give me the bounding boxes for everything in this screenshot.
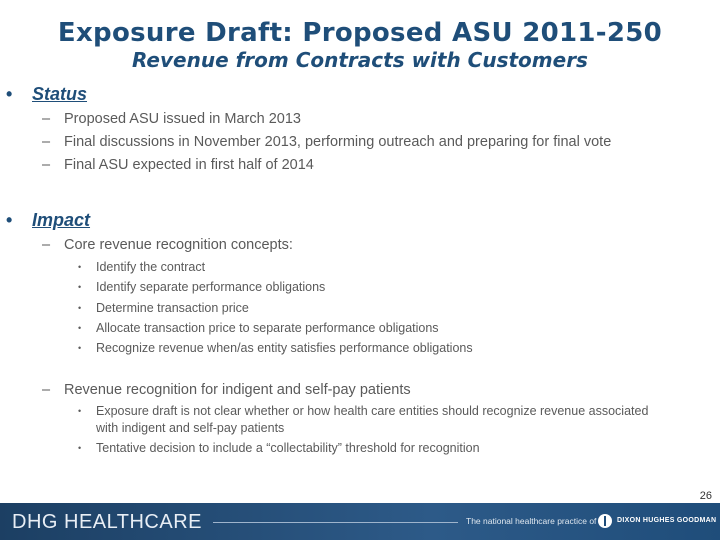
section-impact <box>6 210 90 231</box>
bullet-marker: • <box>78 443 82 453</box>
dhg-logo-icon <box>598 514 612 528</box>
list-item <box>42 237 293 253</box>
sub-list-item <box>78 403 668 437</box>
list-item-text: Final ASU expected in first half of 2014 <box>64 157 314 173</box>
list-item <box>42 111 301 127</box>
bullet-marker: • <box>78 406 82 416</box>
sub-list-item-text: Exposure draft is not clear whether or how health care entities should recognize revenue associated with indigent and self-pay patients <box>96 404 649 435</box>
sub-list-item <box>78 300 668 317</box>
footer-bar <box>0 503 720 540</box>
bullet-marker: • <box>78 323 82 333</box>
slide-subtitle: Revenue from Contracts with Customers <box>132 48 588 72</box>
bullet-marker: • <box>78 282 82 292</box>
dash-marker: – <box>42 134 51 150</box>
sub-list-item <box>78 259 668 276</box>
footer-firm-name: DIXON HUGHES GOODMAN <box>617 517 717 524</box>
footer-divider <box>213 522 458 523</box>
bullet-marker: • <box>6 210 13 230</box>
sub-list-item-text: Determine transaction price <box>96 301 249 315</box>
sub-list-item-text: Identify the contract <box>96 260 206 274</box>
dash-marker: – <box>42 382 51 398</box>
dash-marker: – <box>42 157 51 173</box>
bullet-marker: • <box>78 262 82 272</box>
bullet-marker: • <box>6 84 13 104</box>
sub-list-item <box>78 320 668 337</box>
section-status <box>6 84 87 105</box>
section-heading: Impact <box>32 210 91 230</box>
sub-list-item <box>78 279 668 296</box>
dash-marker: – <box>42 111 51 127</box>
dash-marker: – <box>42 237 51 253</box>
sub-list-item <box>78 340 668 357</box>
footer-brand: DHG HEALTHCARE <box>12 511 202 533</box>
list-item-text: Revenue recognition for indigent and self-pay patients <box>64 382 411 398</box>
sub-list-item <box>78 440 668 457</box>
sub-list-item-text: Identify separate performance obligations <box>96 280 326 294</box>
list-item-text: Core revenue recognition concepts: <box>64 237 293 253</box>
sub-list-item-text: Tentative decision to include a “collectability” threshold for recognition <box>96 441 480 455</box>
section-heading: Status <box>32 84 88 104</box>
sub-list-item-text: Recognize revenue when/as entity satisfies performance obligations <box>96 341 473 355</box>
bullet-marker: • <box>78 303 82 313</box>
list-item-text: Proposed ASU issued in March 2013 <box>64 111 301 127</box>
slide-title: Exposure Draft: Proposed ASU 2011-250 <box>57 18 663 48</box>
bullet-marker: • <box>78 343 82 353</box>
list-item <box>42 157 314 173</box>
list-item-text: Final discussions in November 2013, performing outreach and preparing for final vote <box>64 134 612 150</box>
sub-list-item-text: Allocate transaction price to separate performance obligations <box>96 321 439 335</box>
list-item <box>42 382 411 398</box>
footer-tagline: The national healthcare practice of <box>466 516 597 526</box>
page-number: 26 <box>699 490 712 502</box>
list-item <box>42 134 611 150</box>
